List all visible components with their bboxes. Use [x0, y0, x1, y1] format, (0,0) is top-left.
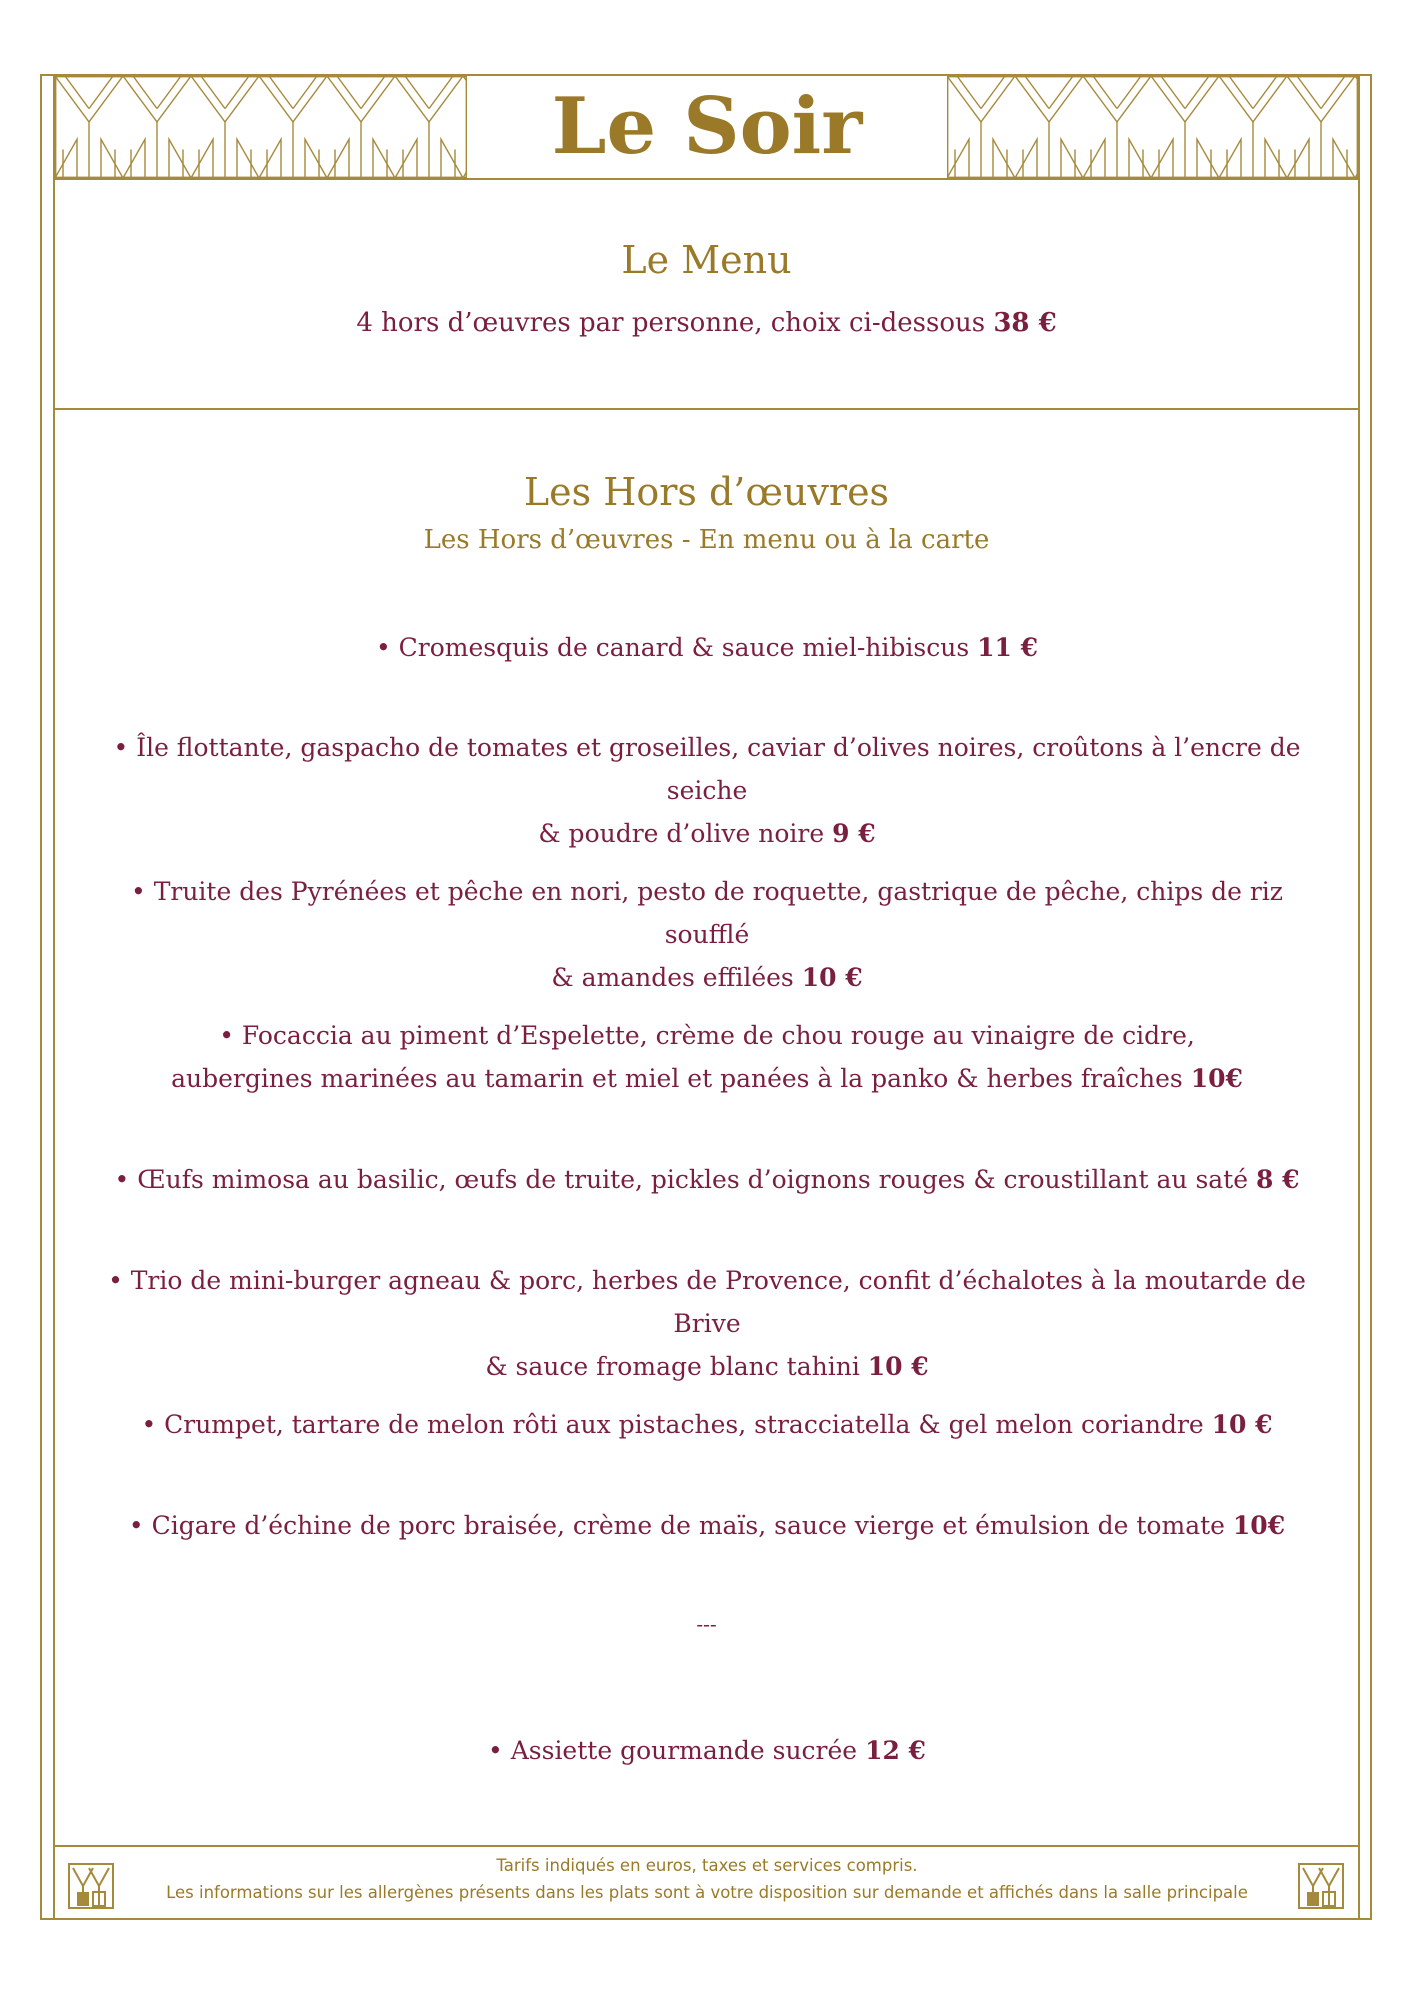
menu-item-text: • Cigare d’échine de porc braisée, crème de maïs, sauce vierge et émulsion de tomate — [128, 1511, 1225, 1540]
menu-item-text-cont: aubergines marinées au tamarin et miel et panées à la panko & herbes fraîches — [171, 1064, 1183, 1093]
menu-item-4 — [90, 1014, 1324, 1100]
menu-item-text: • Trio de mini-burger agneau & porc, herbes de Provence, confit d’échalotes à la moutarde de Brive — [108, 1266, 1306, 1338]
menu-item-8 — [90, 1504, 1324, 1547]
menu-item-5 — [90, 1158, 1324, 1201]
menu-item-price: 10€ — [1190, 1064, 1243, 1093]
menu-item-6 — [90, 1259, 1324, 1388]
menu-item-text: • Œufs mimosa au basilic, œufs de truite, pickles d’oignons rouges & croustillant au saté — [114, 1165, 1249, 1194]
menu-item-text-cont: & sauce fromage blanc tahini — [485, 1352, 860, 1381]
menu-item-text: • Crumpet, tartare de melon rôti aux pistaches, stracciatella & gel melon coriandre — [141, 1410, 1204, 1439]
brand-title: Le Soir — [551, 81, 863, 172]
menu-item-text: • Île flottante, gaspacho de tomates et groseilles, caviar d’olives noires, croûtons à l’encre de seiche — [113, 733, 1301, 805]
menu-item-price: 12 € — [865, 1736, 926, 1765]
menu-item-price: 10€ — [1232, 1511, 1286, 1540]
menu-section-title: Le Menu — [621, 238, 792, 282]
menu-item-price: 10 € — [1211, 1410, 1273, 1439]
art-deco-ornament-left-icon — [55, 76, 467, 178]
menu-price: 38 € — [993, 308, 1057, 338]
menu-section-description — [53, 308, 1360, 338]
restaurant-monogram-icon — [67, 1862, 115, 1910]
footer-tax-note: Tarifs indiqués en euros, taxes et services compris. — [496, 1856, 918, 1875]
footer-divider — [53, 1845, 1360, 1847]
menu-item-2 — [90, 726, 1324, 855]
footer-allergen-note: Les informations sur les allergènes présents dans les plats sont à votre disposition sur demande et affichés dans la salle principale — [166, 1883, 1248, 1902]
menu-item-price: 11 € — [977, 633, 1038, 662]
menu-item-3 — [90, 870, 1324, 999]
section-separator: --- — [696, 1612, 717, 1636]
menu-item-price: 9 € — [832, 819, 876, 848]
menu-item-text-cont: & amandes effilées — [551, 963, 794, 992]
menu-item-price: 10 € — [801, 963, 863, 992]
art-deco-ornament-right-icon — [947, 76, 1358, 178]
hors-doeuvres-subtitle: Les Hors d’œuvres - En menu ou à la carte — [423, 525, 990, 555]
menu-description-text: 4 hors d’œuvres par personne, choix ci-dessous — [356, 308, 986, 338]
menu-item-price: 10 € — [867, 1352, 929, 1381]
menu-item-1 — [90, 626, 1324, 669]
header-divider — [53, 178, 1360, 180]
menu-item-text: • Cromesquis de canard & sauce miel-hibiscus — [375, 633, 970, 662]
restaurant-monogram-icon — [1297, 1862, 1345, 1910]
hors-doeuvres-title: Les Hors d’œuvres — [523, 470, 890, 514]
menu-item-text: • Focaccia au piment d’Espelette, crème de chou rouge au vinaigre de cidre, — [219, 1021, 1195, 1050]
menu-item-text-cont: & poudre d’olive noire — [538, 819, 825, 848]
dessert-item — [90, 1729, 1324, 1772]
menu-item-text: • Truite des Pyrénées et pêche en nori, pesto de roquette, gastrique de pêche, chips de riz soufflé — [131, 877, 1283, 949]
menu-item-7 — [90, 1403, 1324, 1446]
menu-item-price: 8 € — [1255, 1165, 1300, 1194]
menu-divider — [53, 408, 1360, 410]
menu-item-text: • Assiette gourmande sucrée — [488, 1736, 858, 1765]
